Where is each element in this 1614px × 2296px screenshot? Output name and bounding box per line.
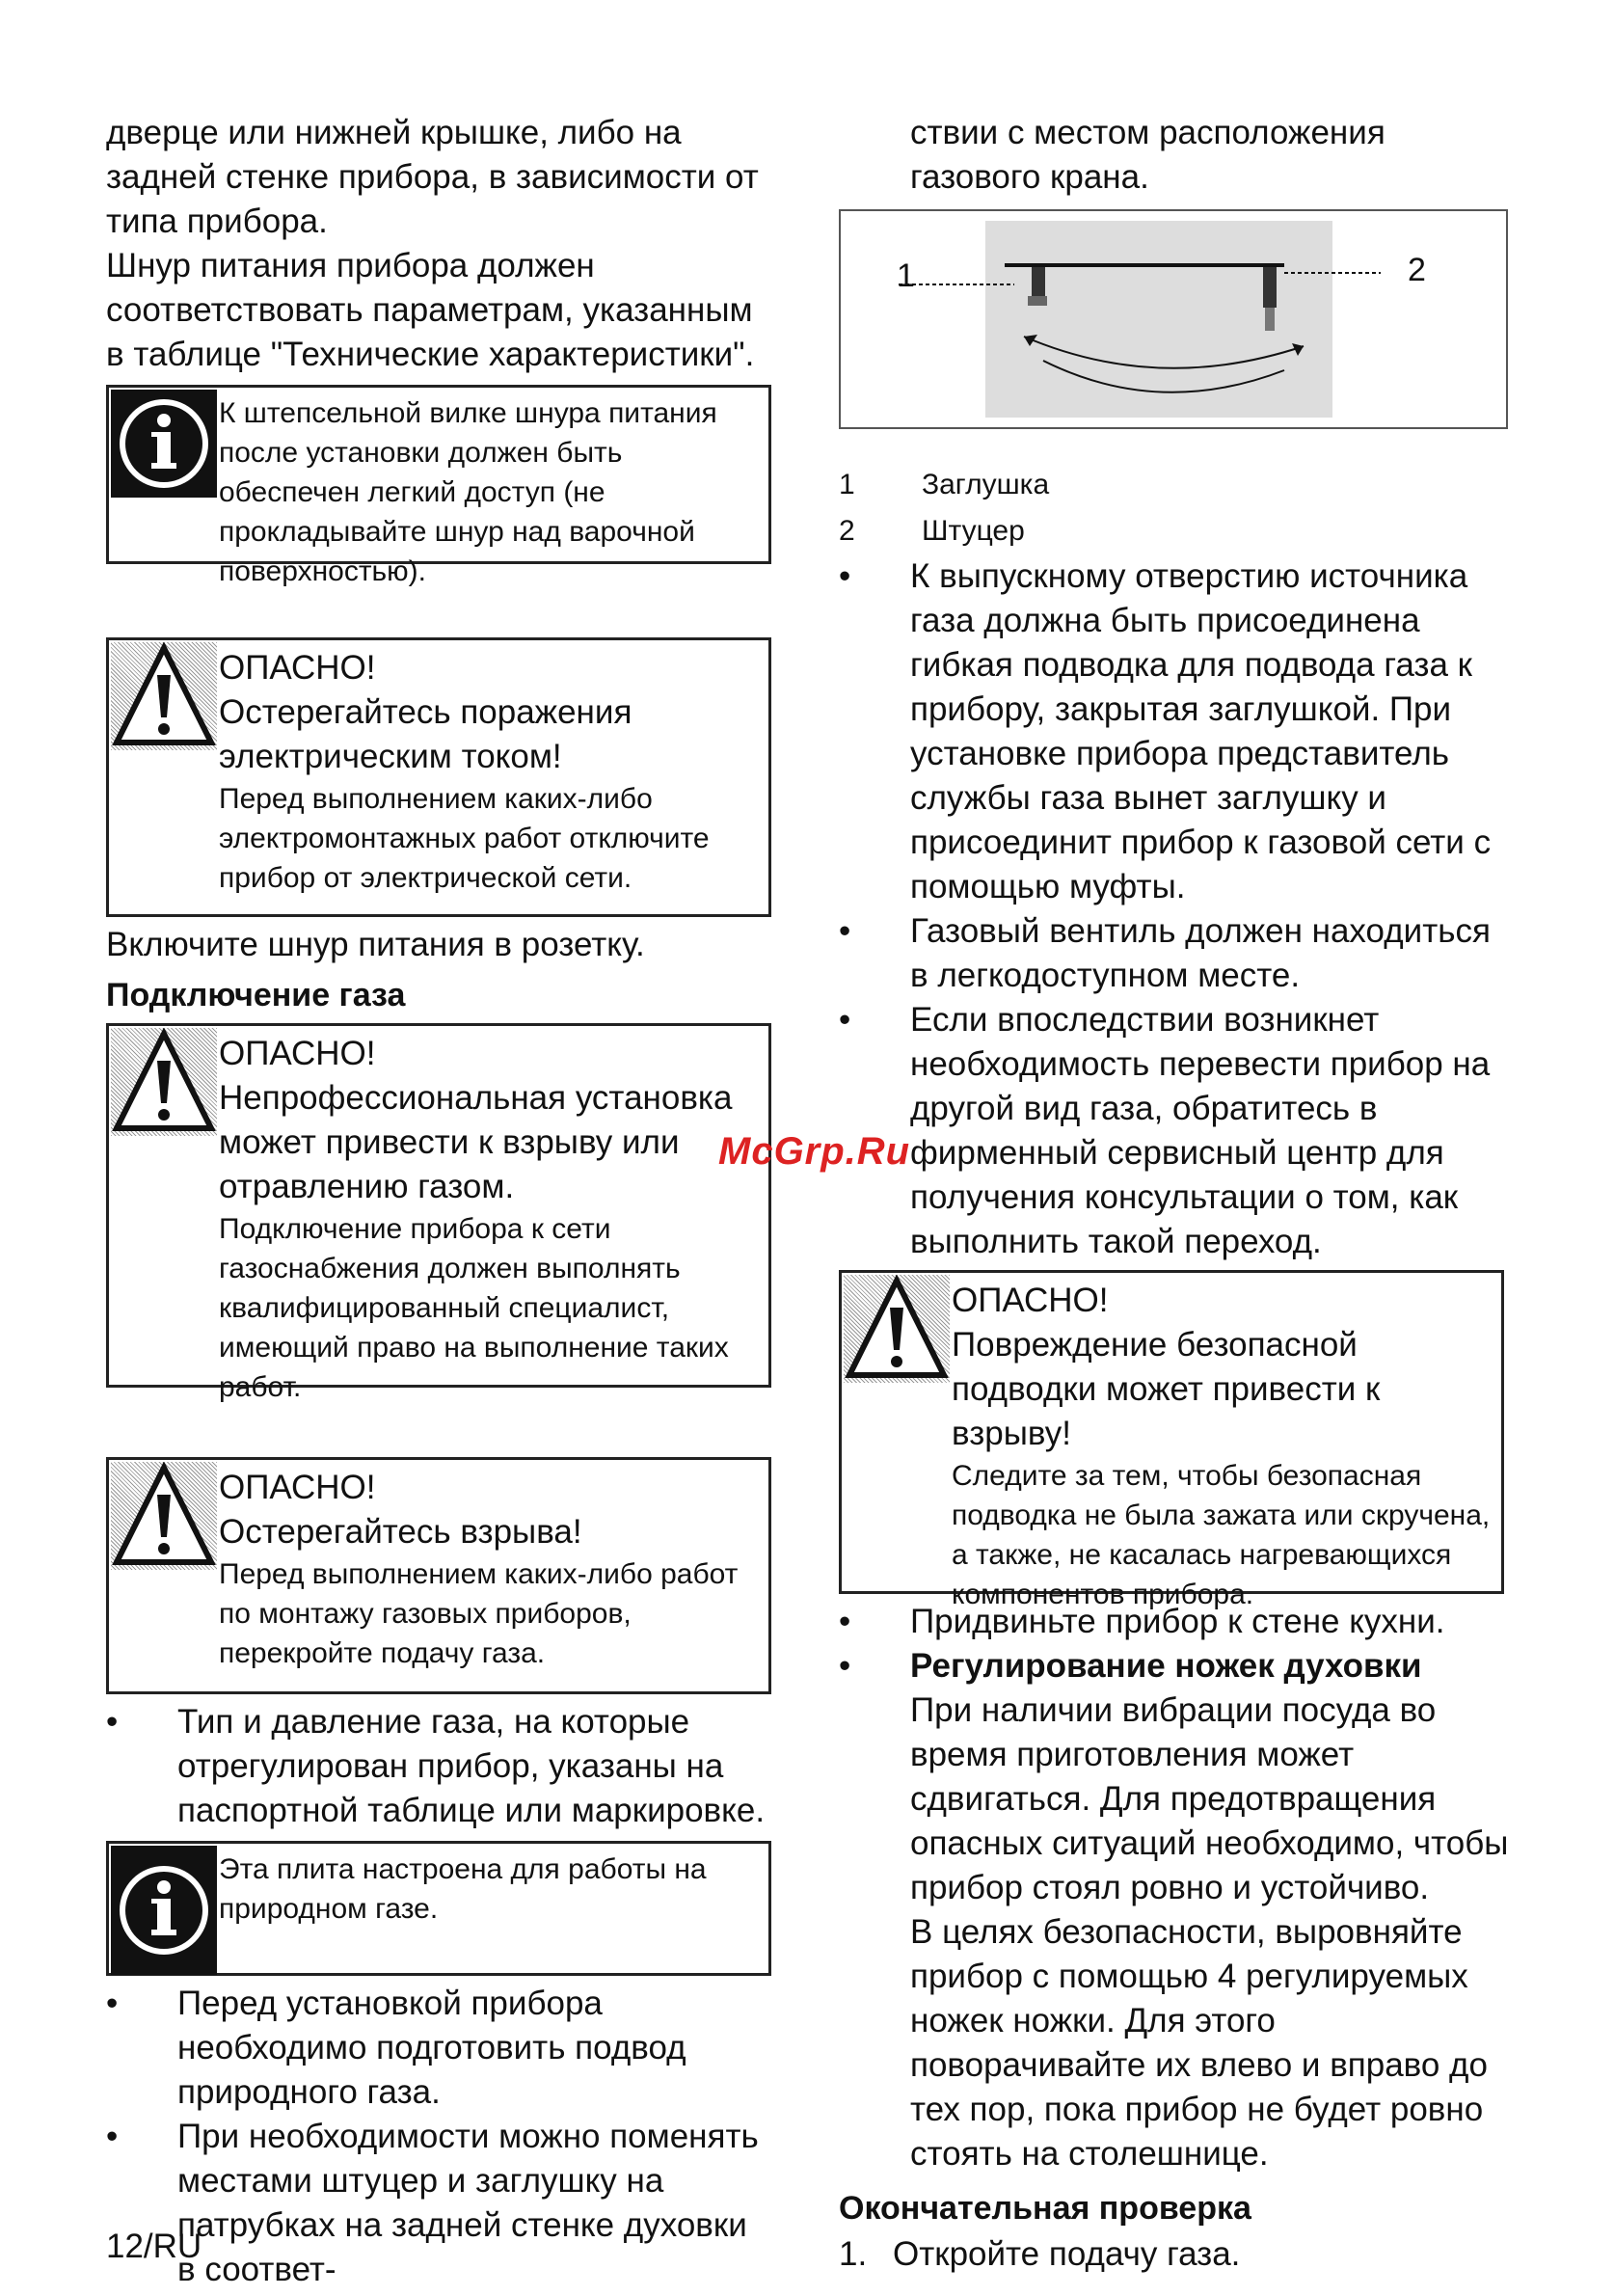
warning-box: [839, 1270, 1504, 1610]
legend-text: Заглушка: [922, 469, 1050, 500]
bullet-marker: •: [839, 557, 851, 595]
left-column: [106, 111, 771, 2292]
list-item-text: В целях безопасности, выровняйте прибор с помощью 4 регулируемых ножек ножки. Для этого поворачивайте их влево и вправо до тех пор, пока прибор не будет ровно стоять на столешнице.: [910, 1913, 1488, 2173]
legend-number: 1: [839, 469, 855, 500]
section-heading: Подключение газа: [106, 977, 406, 1013]
legend-number: 2: [839, 515, 855, 547]
bullet-marker: •: [839, 1647, 851, 1685]
step-text: Откройте подачу газа.: [893, 2235, 1241, 2273]
list-item-text: При необходимости можно поменять местами штуцер и заглушку на патрубках на задней стенке духовки в соответ-: [177, 2118, 759, 2288]
section-heading: Окончательная проверка: [839, 2190, 1251, 2227]
bullet-marker: •: [106, 1985, 119, 2022]
list-item: [839, 554, 1514, 909]
info-box: [106, 385, 771, 587]
info-box: [106, 1841, 771, 1976]
step-number: 1.: [839, 2235, 868, 2273]
list-item-title: Регулирование ножек духовки: [910, 1647, 1422, 1685]
diagram-label-2: 2: [1408, 252, 1426, 288]
list-item-text: Тип и давление газа, на которые отрегулирован прибор, указаны на паспортной таблице или маркировке.: [177, 1703, 766, 1829]
bullet-marker: •: [839, 912, 851, 950]
warning-body: Следите за тем, чтобы безопасная подводка не была зажата или скручена, а также, не касалась нагревающихся компонентов прибора.: [952, 1460, 1491, 1610]
list-item: [106, 1982, 771, 2115]
info-icon: [111, 1846, 217, 1975]
list-item: [106, 1700, 771, 1833]
list-item: [839, 1600, 1514, 1644]
warning-title: ОПАСНО!: [219, 1035, 376, 1072]
warning-icon: [111, 1028, 217, 1136]
list-item-text: Газовый вентиль должен находиться в легкодоступном месте.: [910, 912, 1491, 994]
warning-title: ОПАСНО!: [952, 1282, 1109, 1319]
bullet-marker: •: [839, 1001, 851, 1039]
list-item-text: Придвиньте прибор к стене кухни.: [910, 1603, 1445, 1640]
warning-lead: Остерегайтесь взрыва!: [219, 1513, 582, 1551]
paragraph: Включите шнур питания в розетку.: [106, 926, 645, 963]
bullet-marker: •: [839, 1603, 851, 1640]
warning-box: [106, 1457, 771, 1694]
warning-box: [106, 637, 771, 917]
legend-text: Штуцер: [922, 515, 1025, 547]
paragraph: Шнур питания прибора должен соответствовать параметрам, указанным в таблице "Технические характеристики".: [106, 247, 755, 373]
warning-title: ОПАСНО!: [219, 1469, 376, 1506]
gas-connection-diagram: [839, 209, 1508, 429]
list-item: [839, 909, 1514, 998]
warning-icon: [844, 1275, 950, 1383]
warning-icon: [111, 1462, 217, 1570]
warning-icon: [111, 642, 217, 750]
warning-title: ОПАСНО!: [219, 649, 376, 687]
info-text: К штепсельной вилке шнура питания после установки должен быть обеспечен легкий доступ (не прокладывайте шнур над варочной поверхностью).: [219, 397, 717, 587]
list-item-text: При наличии вибрации посуда во время приготовления может сдвигаться. Для предотвращения опасных ситуаций необходимо, чтобы прибор стоял ровно и устойчиво.: [910, 1691, 1509, 1906]
list-item: [106, 2115, 771, 2292]
warning-body: Подключение прибора к сети газоснабжения должен выполнять квалифицированный специалист, имеющий право на выполнение таких работ.: [219, 1213, 729, 1403]
list-item-text: Перед установкой прибора необходимо подготовить подвод природного газа.: [177, 1985, 686, 2111]
warning-body: Перед выполнением каких-либо электромонтажных работ отключите прибор от электрической сети.: [219, 783, 710, 894]
list-item: [839, 1644, 1514, 2176]
paragraph: дверце или нижней крышке, либо на задней стенке прибора, в зависимости от типа прибора.: [106, 114, 759, 240]
warning-body: Перед выполнением каких-либо работ по монтажу газовых приборов, перекройте подачу газа.: [219, 1558, 739, 1669]
info-icon: [111, 390, 217, 498]
paragraph: ствии с местом расположения газового крана.: [910, 114, 1385, 196]
list-item-text: К выпускному отверстию источника газа должна быть присоединена гибкая подводка для подвода газа к прибору, закрытая заглушкой. При установке прибора представитель службы газа вынет заглушку и присоединит прибор к газовой сети с помощью муфты.: [910, 557, 1492, 905]
right-column: [839, 111, 1514, 2277]
list-item-text: Если впоследствии возникнет необходимость перевести прибор на другой вид газа, обратитесь в фирменный сервисный центр для получения консультации о том, как выполнить такой переход.: [910, 1001, 1491, 1260]
info-text: Эта плита настроена для работы на природном газе.: [219, 1853, 707, 1925]
bullet-marker: •: [106, 2118, 119, 2155]
page-number: 12/RU: [106, 2228, 202, 2265]
diagram-label-1: 1: [897, 257, 915, 294]
warning-lead: Повреждение безопасной подводки может привести к взрыву!: [952, 1326, 1381, 1452]
legend-item: [839, 508, 1514, 554]
warning-lead: Остерегайтесь поражения электрическим током!: [219, 693, 632, 775]
numbered-step: [839, 2232, 1514, 2277]
legend-item: [839, 462, 1514, 508]
bullet-marker: •: [106, 1703, 119, 1741]
warning-box: [106, 1023, 771, 1403]
list-item: [839, 998, 1514, 1264]
watermark: McGrp.Ru: [718, 1130, 911, 1173]
warning-lead: Непрофессиональная установка может привести к взрыву или отравлению газом.: [219, 1079, 733, 1205]
